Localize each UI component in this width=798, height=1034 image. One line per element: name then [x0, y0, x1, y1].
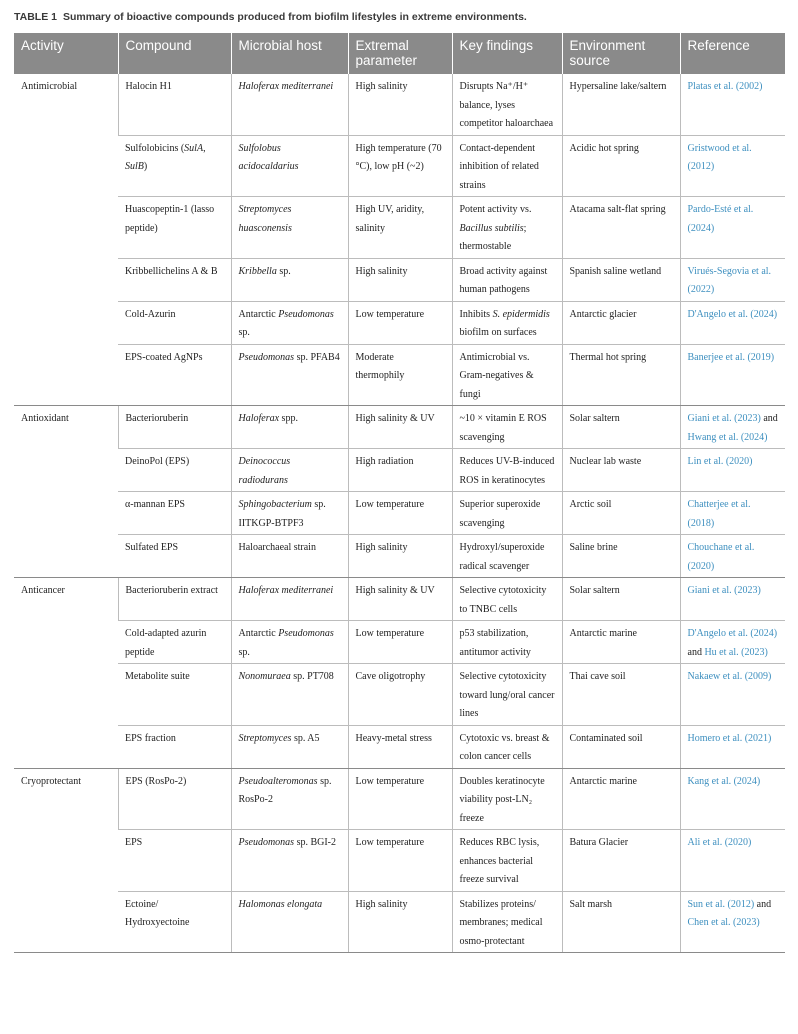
environment-cell: Hypersaline lake/saltern: [562, 74, 680, 135]
host-cell: Streptomyces huasconensis: [231, 197, 348, 259]
environment-cell: Antarctic marine: [562, 768, 680, 830]
findings-cell: Disrupts Na⁺/H⁺ balance, lyses competitor haloarchaea: [452, 74, 562, 135]
header-environment: Environment source: [562, 33, 680, 74]
reference-link[interactable]: Lin et al. (2020): [680, 449, 785, 492]
table-row: [14, 535, 785, 578]
table-row: [14, 621, 785, 664]
findings-cell: p53 stabilization, antitumor activity: [452, 621, 562, 664]
reference-link[interactable]: Kang et al. (2024): [680, 768, 785, 830]
table-row: [14, 891, 785, 953]
reference-link[interactable]: Chatterjee et al. (2018): [680, 492, 785, 535]
host-cell: Pseudoalteromonas sp. RosPo-2: [231, 768, 348, 830]
reference-link[interactable]: Virués-Segovia et al. (2022): [680, 258, 785, 301]
activity-cell: Antioxidant: [14, 406, 118, 578]
table-row: [14, 258, 785, 301]
compound-cell: Kribbellichelins A & B: [118, 258, 231, 301]
extremal-cell: Low temperature: [348, 301, 452, 344]
reference-link[interactable]: D'Angelo et al. (2024): [680, 301, 785, 344]
header-activity: Activity: [14, 33, 118, 74]
table-row: [14, 197, 785, 259]
host-cell: Nonomuraea sp. PT708: [231, 664, 348, 726]
findings-cell: Reduces UV-B-induced ROS in keratinocytes: [452, 449, 562, 492]
table-row: [14, 135, 785, 197]
compound-cell: Bacterioruberin extract: [118, 578, 231, 621]
reference-cell: Giani et al. (2023) and Hwang et al. (2024): [680, 406, 785, 449]
findings-cell: Selective cytotoxicity to TNBC cells: [452, 578, 562, 621]
findings-cell: Reduces RBC lysis, enhances bacterial freeze survival: [452, 830, 562, 892]
reference-link[interactable]: Giani et al. (2023): [680, 578, 785, 621]
extremal-cell: Cave oligotrophy: [348, 664, 452, 726]
table-row: [14, 830, 785, 892]
activity-cell: Antimicrobial: [14, 74, 118, 406]
host-cell: Pseudomonas sp. BGI-2: [231, 830, 348, 892]
host-cell: Kribbella sp.: [231, 258, 348, 301]
findings-cell: Antimicrobial vs. Gram-negatives & fungi: [452, 344, 562, 406]
environment-cell: Thermal hot spring: [562, 344, 680, 406]
reference-link[interactable]: Platas et al. (2002): [680, 74, 785, 135]
header-host: Microbial host: [231, 33, 348, 74]
host-cell: Sulfolobus acidocaldarius: [231, 135, 348, 197]
compound-cell: α-mannan EPS: [118, 492, 231, 535]
compound-cell: Metabolite suite: [118, 664, 231, 726]
host-cell: Halomonas elongata: [231, 891, 348, 953]
environment-cell: Atacama salt-flat spring: [562, 197, 680, 259]
host-cell: Haloferax mediterranei: [231, 578, 348, 621]
activity-cell: Cryoprotectant: [14, 768, 118, 953]
extremal-cell: Low temperature: [348, 492, 452, 535]
extremal-cell: High salinity & UV: [348, 578, 452, 621]
findings-cell: Doubles keratinocyte viability post-LN₂ freeze: [452, 768, 562, 830]
reference-link[interactable]: Banerjee et al. (2019): [680, 344, 785, 406]
extremal-cell: Low temperature: [348, 830, 452, 892]
compound-cell: EPS fraction: [118, 725, 231, 768]
environment-cell: Arctic soil: [562, 492, 680, 535]
extremal-cell: Low temperature: [348, 768, 452, 830]
table-row: [14, 768, 785, 830]
findings-cell: Potent activity vs. Bacillus subtilis; thermostable: [452, 197, 562, 259]
extremal-cell: High temperature (70 °C), low pH (~2): [348, 135, 452, 197]
host-cell: Sphingobacterium sp. IITKGP-BTPF3: [231, 492, 348, 535]
environment-cell: Batura Glacier: [562, 830, 680, 892]
host-cell: Haloferax mediterranei: [231, 74, 348, 135]
extremal-cell: High salinity: [348, 74, 452, 135]
host-cell: Streptomyces sp. A5: [231, 725, 348, 768]
compounds-table: [14, 33, 785, 953]
environment-cell: Salt marsh: [562, 891, 680, 953]
findings-cell: Contact-dependent inhibition of related strains: [452, 135, 562, 197]
table-row: [14, 344, 785, 406]
compound-cell: Ectoine/ Hydroxyectoine: [118, 891, 231, 953]
compound-cell: EPS: [118, 830, 231, 892]
environment-cell: Saline brine: [562, 535, 680, 578]
reference-link[interactable]: Chouchane et al. (2020): [680, 535, 785, 578]
environment-cell: Contaminated soil: [562, 725, 680, 768]
reference-link[interactable]: Chen et al. (2023): [687, 917, 760, 928]
findings-cell: Broad activity against human pathogens: [452, 258, 562, 301]
caption-text: Summary of bioactive compounds produced from biofilm lifestyles in extreme environments.: [62, 11, 527, 23]
table-label: TABLE 1: [14, 11, 57, 23]
environment-cell: Antarctic marine: [562, 621, 680, 664]
reference-link[interactable]: Hu et al. (2023): [704, 646, 768, 658]
compound-cell: DeinoPol (EPS): [118, 449, 231, 492]
extremal-cell: High salinity: [348, 891, 452, 953]
table-row: [14, 301, 785, 344]
extremal-cell: Moderate thermophily: [348, 344, 452, 406]
environment-cell: Solar saltern: [562, 406, 680, 449]
extremal-cell: High salinity: [348, 258, 452, 301]
host-cell: Antarctic Pseudomonas sp.: [231, 301, 348, 344]
compound-cell: Bacterioruberin: [118, 406, 231, 449]
table-row: [14, 74, 785, 135]
table-row: [14, 578, 785, 621]
environment-cell: Acidic hot spring: [562, 135, 680, 197]
reference-link[interactable]: Hwang et al. (2024): [687, 431, 768, 443]
extremal-cell: High salinity: [348, 535, 452, 578]
findings-cell: Superior superoxide scavenging: [452, 492, 562, 535]
reference-link[interactable]: Giani et al. (2023): [687, 413, 761, 424]
compound-cell: EPS (RosPo-2): [118, 768, 231, 830]
header-compound: Compound: [118, 33, 231, 74]
host-cell: Haloarchaeal strain: [231, 535, 348, 578]
findings-cell: Cytotoxic vs. breast & colon cancer cells: [452, 725, 562, 768]
host-cell: Pseudomonas sp. PFAB4: [231, 344, 348, 406]
host-cell: Haloferax spp.: [231, 406, 348, 449]
reference-link[interactable]: Gristwood et al. (2012): [680, 135, 785, 197]
header-findings: Key findings: [452, 33, 562, 74]
environment-cell: Spanish saline wetland: [562, 258, 680, 301]
table-row: [14, 449, 785, 492]
header-extremal: Extremal parameter: [348, 33, 452, 74]
compound-cell: Sulfated EPS: [118, 535, 231, 578]
findings-cell: Inhibits S. epidermidis biofilm on surfaces: [452, 301, 562, 344]
environment-cell: Solar saltern: [562, 578, 680, 621]
extremal-cell: Heavy-metal stress: [348, 725, 452, 768]
extremal-cell: Low temperature: [348, 621, 452, 664]
reference-link[interactable]: Homero et al. (2021): [680, 725, 785, 768]
findings-cell: Hydroxyl/superoxide radical scavenger: [452, 535, 562, 578]
header-reference: Reference: [680, 33, 785, 74]
extremal-cell: High UV, aridity, salinity: [348, 197, 452, 259]
environment-cell: Antarctic glacier: [562, 301, 680, 344]
findings-cell: ~10 × vitamin E ROS scavenging: [452, 406, 562, 449]
compound-cell: Cold-Azurin: [118, 301, 231, 344]
environment-cell: Thai cave soil: [562, 664, 680, 726]
extremal-cell: High salinity & UV: [348, 406, 452, 449]
reference-link[interactable]: Ali et al. (2020): [680, 830, 785, 892]
table-row: [14, 492, 785, 535]
compound-cell: Sulfolobicins (SulA, SulB): [118, 135, 231, 197]
findings-cell: Stabilizes proteins/ membranes; medical osmo-protectant: [452, 891, 562, 953]
extremal-cell: High radiation: [348, 449, 452, 492]
table-row: [14, 406, 785, 449]
reference-cell: Sun et al. (2012) and Chen et al. (2023): [680, 891, 785, 953]
compound-cell: EPS-coated AgNPs: [118, 344, 231, 406]
reference-link[interactable]: Sun et al. (2012): [687, 898, 755, 910]
header-row: [14, 33, 785, 74]
reference-link[interactable]: Pardo-Esté et al. (2024): [680, 197, 785, 259]
environment-cell: Nuclear lab waste: [562, 449, 680, 492]
table-row: [14, 664, 785, 726]
compound-cell: Cold-adapted azurin peptide: [118, 621, 231, 664]
activity-cell: Anticancer: [14, 578, 118, 769]
host-cell: Deinococcus radiodurans: [231, 449, 348, 492]
host-cell: Antarctic Pseudomonas sp.: [231, 621, 348, 664]
reference-link[interactable]: D'Angelo et al. (2024): [687, 628, 778, 639]
compound-cell: Halocin H1: [118, 74, 231, 135]
findings-cell: Selective cytotoxicity toward lung/oral cancer lines: [452, 664, 562, 726]
reference-cell: D'Angelo et al. (2024) and Hu et al. (2023): [680, 621, 785, 664]
reference-link[interactable]: Nakaew et al. (2009): [680, 664, 785, 726]
table-caption: [14, 11, 527, 23]
table-row: [14, 725, 785, 768]
compound-cell: Huascopeptin-1 (lasso peptide): [118, 197, 231, 259]
